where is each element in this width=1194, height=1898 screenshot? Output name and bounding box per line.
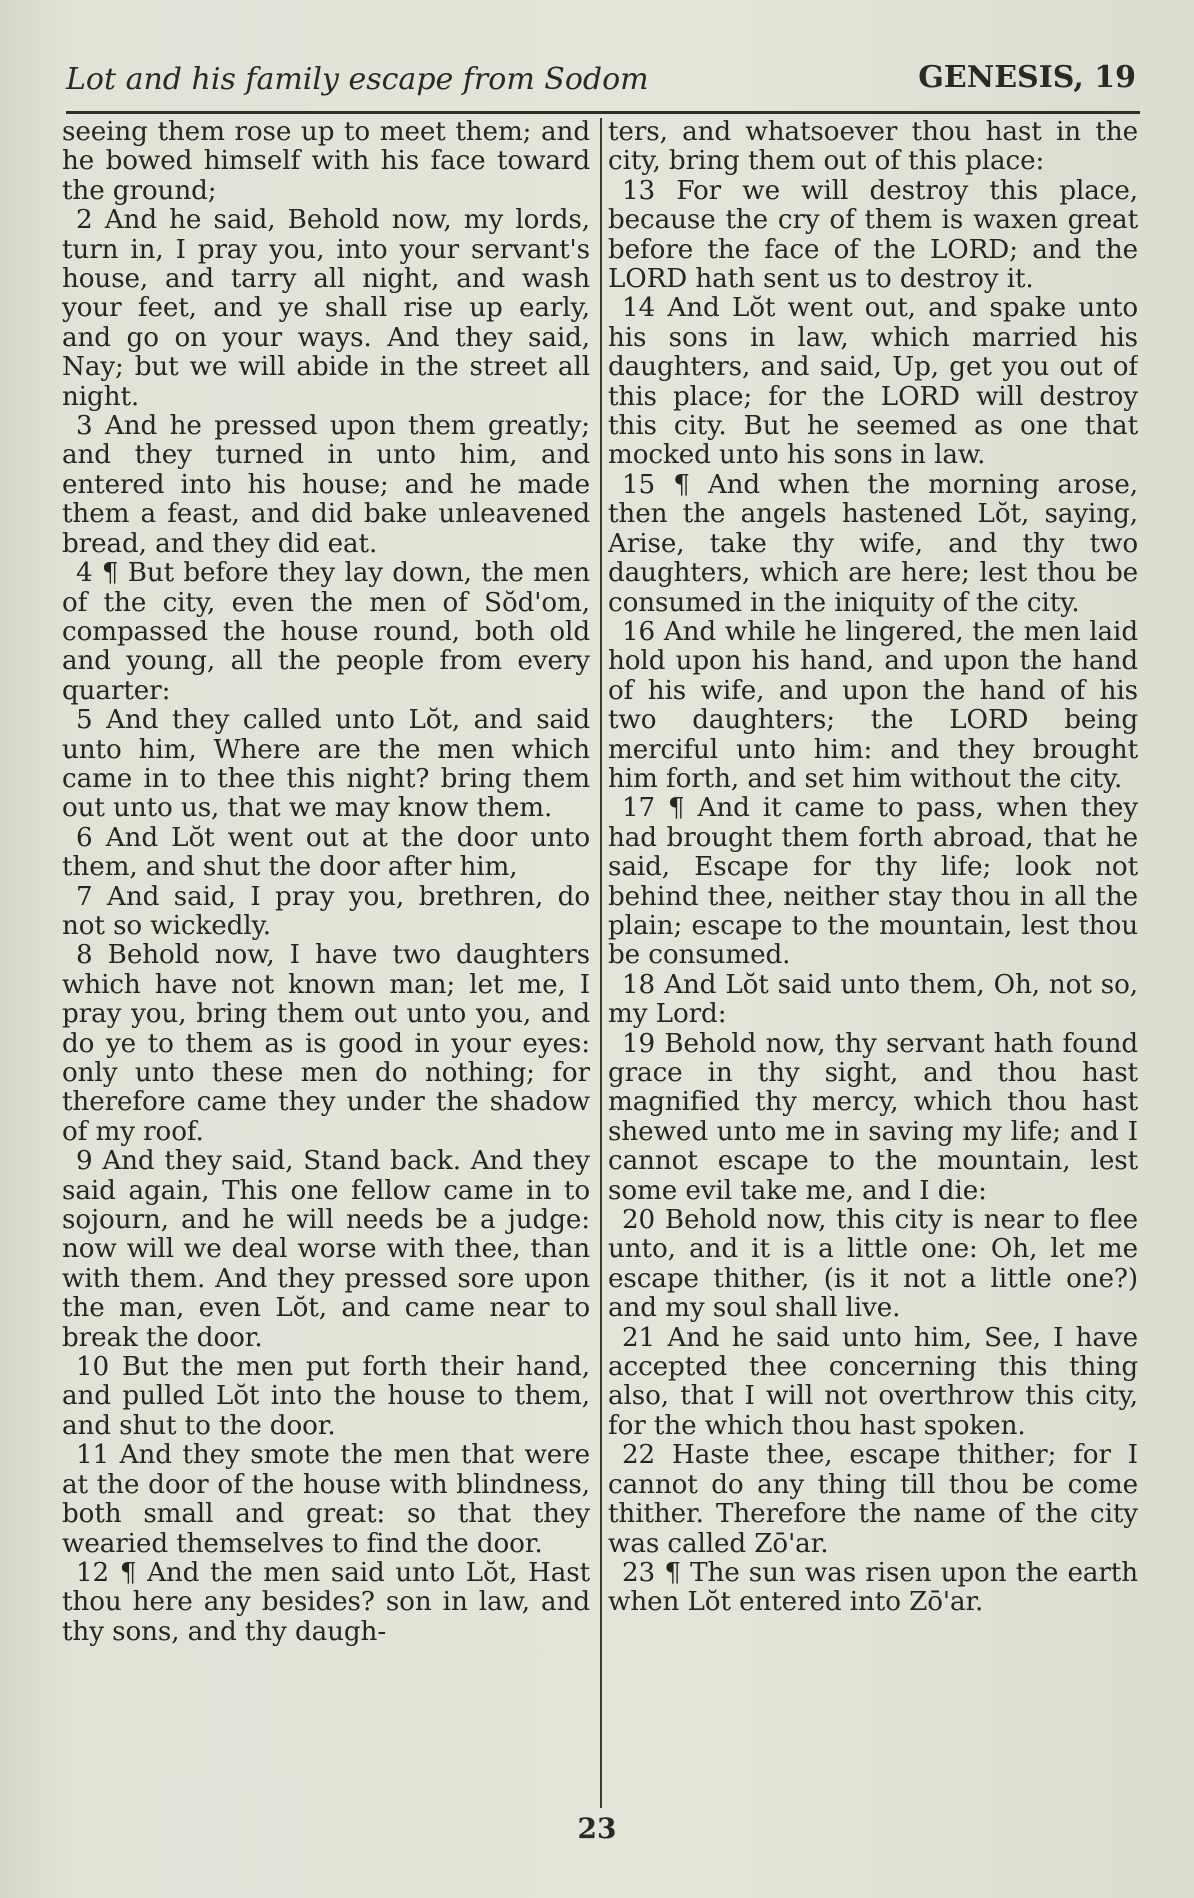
verse-2: 2 And he said, Behold now, my lords, turn in, I pray you, into your servant's house, and tarry all night, and wash your feet, and ye shall rise up early, and go on your ways. And they said, Nay; but we will abide in the street all night.	[62, 205, 590, 412]
verse-22: 22 Haste thee, escape thither; for I cannot do any thing till thou be come thither. Therefore the name of the city was called Zō'ar.	[608, 1440, 1138, 1559]
verse-21: 21 And he said unto him, See, I have accepted thee concerning this thing also, that I will not overthrow this city, for the which thou hast spoken.	[608, 1322, 1138, 1441]
verse-16: 16 And while he lingered, the men laid hold upon his hand, and upon the hand of his wife, and upon the hand of his two daughters; the LORD being merciful unto him: and they brought him forth, and set him without the city.	[608, 616, 1138, 794]
verse-4: 4 ¶ But before they lay down, the men of the city, even the men of Sŏd'om, compassed the house round, both old and young, all the people from every quarter:	[62, 558, 590, 706]
left-column	[62, 118, 590, 1808]
header-rule	[66, 111, 1140, 114]
verse-20: 20 Behold now, this city is near to flee unto, and it is a little one: Oh, let me escape thither, (is it not a little one?) and my soul shall live.	[608, 1205, 1138, 1324]
verse-8: 8 Behold now, I have two daughters which have not known man; let me, I pray you, bring them out unto you, and do ye to them as is good in your eyes: only unto these men do nothing; for therefore came they under the shadow of my roof.	[62, 940, 590, 1147]
right-column	[608, 118, 1138, 1808]
verse-6: 6 And Lŏt went out at the door unto them, and shut the door after him,	[62, 822, 590, 883]
verse-5: 5 And they called unto Lŏt, and said unto him, Where are the men which came in to thee this night? bring them out unto us, that we may know them.	[62, 705, 590, 824]
verse-15: 15 ¶ And when the morning arose, then the angels hastened Lŏt, saying, Arise, take thy wife, and thy two daughters, which are here; lest thou be consumed in the iniquity of the city.	[608, 469, 1138, 618]
verse-12: 12 ¶ And the men said unto Lŏt, Hast thou here any besides? son in law, and thy sons, and thy daugh-	[62, 1557, 590, 1647]
running-title: Lot and his family escape from Sodom	[66, 62, 649, 97]
page-number: 23	[577, 1812, 617, 1845]
verse-19: 19 Behold now, thy servant hath found grace in thy sight, and thou hast magnified thy mercy, which thou hast shewed unto me in saving my life; and I cannot escape to the mountain, lest some evil take me, and I die:	[608, 1028, 1138, 1206]
verse-7: 7 And said, I pray you, brethren, do not so wickedly.	[62, 881, 590, 941]
verse-18: 18 And Lŏt said unto them, Oh, not so, my Lord:	[608, 969, 1138, 1030]
verse-11: 11 And they smote the men that were at the door of the house with blindness, both small and great: so that they wearied themselves to find the door.	[62, 1440, 590, 1559]
verse-12-continuation: ters, and whatsoever thou hast in the city, bring them out of this place:	[608, 118, 1138, 177]
verse-10: 10 But the men put forth their hand, and pulled Lŏt into the house to them, and shut to the door.	[62, 1352, 590, 1441]
verse-3: 3 And he pressed upon them greatly; and they turned in unto him, and entered into his house; and he made them a feast, and did bake unleavened bread, and they did eat.	[62, 411, 590, 559]
book-chapter-heading: GENESIS, 19	[918, 60, 1136, 95]
verse-9: 9 And they said, Stand back. And they said again, This one fellow came in to sojourn, and he will needs be a judge: now will we deal worse with thee, than with them. And they pressed sore upon the man, even Lŏt, and came near to break the door.	[62, 1146, 590, 1353]
column-divider	[600, 118, 602, 1808]
verse-17: 17 ¶ And it came to pass, when they had brought them forth abroad, that he said, Escape for thy life; look not behind thee, neither stay thou in all the plain; escape to the mountain, lest thou be consumed.	[608, 793, 1138, 971]
verse-14: 14 And Lŏt went out, and spake unto his sons in law, which married his daughters, and said, Up, get you out of this place; for the LORD will destroy this city. But he seemed as one that mocked unto his sons in law.	[608, 293, 1138, 471]
page-header	[66, 58, 1136, 108]
verse-23: 23 ¶ The sun was risen upon the earth when Lŏt entered into Zō'ar.	[608, 1557, 1138, 1618]
verse-1-continuation: seeing them rose up to meet them; and he bowed himself with his face toward the ground;	[62, 118, 590, 206]
verse-13: 13 For we will destroy this place, because the cry of them is waxen great before the face of the LORD; and the LORD hath sent us to destroy it.	[608, 175, 1138, 295]
